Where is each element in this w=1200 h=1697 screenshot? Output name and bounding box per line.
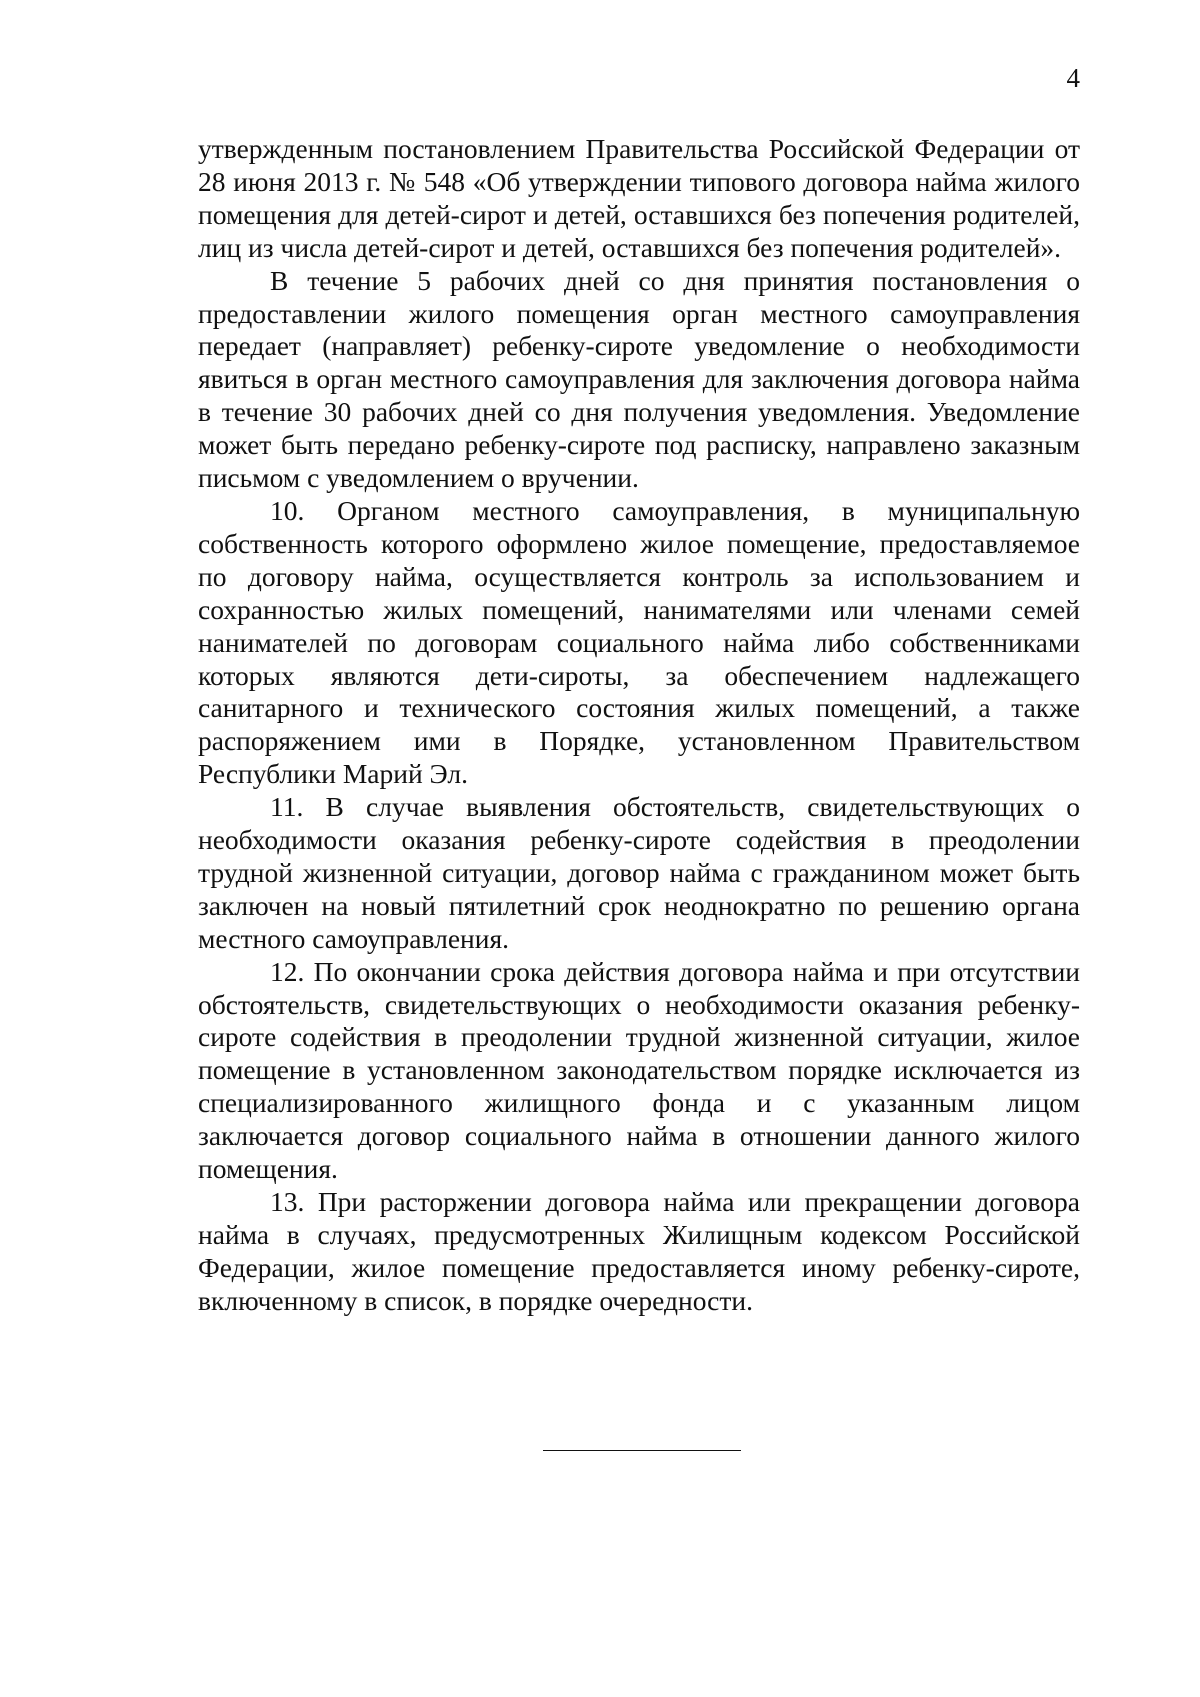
paragraph-item-12: 12. По окончании срока действия договора найма и при отсутствии обстоятельств, свидетельствующих о необходимости оказания ребенку-сироте содействия в преодолении трудной жизненной ситуации, жилое помещение в установленном законодательством порядке исключается из специализированного жилищного фонда и с указанным лицом заключается договор социального найма в отношении данного жилого помещения. xyxy=(198,955,1080,1185)
paragraph-continuation: утвержденным постановлением Правительства Российской Федерации от 28 июня 2013 г. № 548 «Об утверждении типового договора найма жилого помещения для детей-сирот и детей, оставшихся без попечения родителей, лиц из числа детей-сирот и детей, оставшихся без попечения родителей». xyxy=(198,133,1080,263)
closing-divider-line xyxy=(543,1450,741,1451)
paragraph-item-10: 10. Органом местного самоуправления, в муниципальную собственность которого оформлено жилое помещение, предоставляемое по договору найма, осуществляется контроль за использованием и сохранностью жилых помещений, нанимателями или членами семей нанимателей по договорам социального найма либо собственниками которых являются дети-сироты, за обеспечением надлежащего санитарного и технического состояния жилых помещений, а также распоряжением ими в Порядке, установленном Правительством Республики Марий Эл. xyxy=(198,494,1080,790)
paragraph-item-11: 11. В случае выявления обстоятельств, свидетельствующих о необходимости оказания ребенку-сироте содействия в преодолении трудной жизненной ситуации, договор найма с гражданином может быть заключен на новый пятилетний срок неоднократно по решению органа местного самоуправления. xyxy=(198,791,1080,954)
paragraph-notification: В течение 5 рабочих дней со дня принятия постановления о предоставлении жилого помещения орган местного самоуправления передает (направляет) ребенку-сироте уведомление о необходимости явиться в орган местного самоуправления для заключения договора найма в течение 30 рабочих дней со дня получения уведомления. Уведомление может быть передано ребенку-сироте под расписку, направлено заказным письмом с уведомлением о вручении. xyxy=(198,264,1080,494)
paragraph-item-13: 13. При расторжении договора найма или прекращении договора найма в случаях, предусмотренных Жилищным кодексом Российской Федерации, жилое помещение предоставляется иному ребенку-сироте, включенному в список, в порядке очередности. xyxy=(198,1186,1080,1316)
document-body xyxy=(198,133,1080,1318)
page-number: 4 xyxy=(1066,63,1080,93)
